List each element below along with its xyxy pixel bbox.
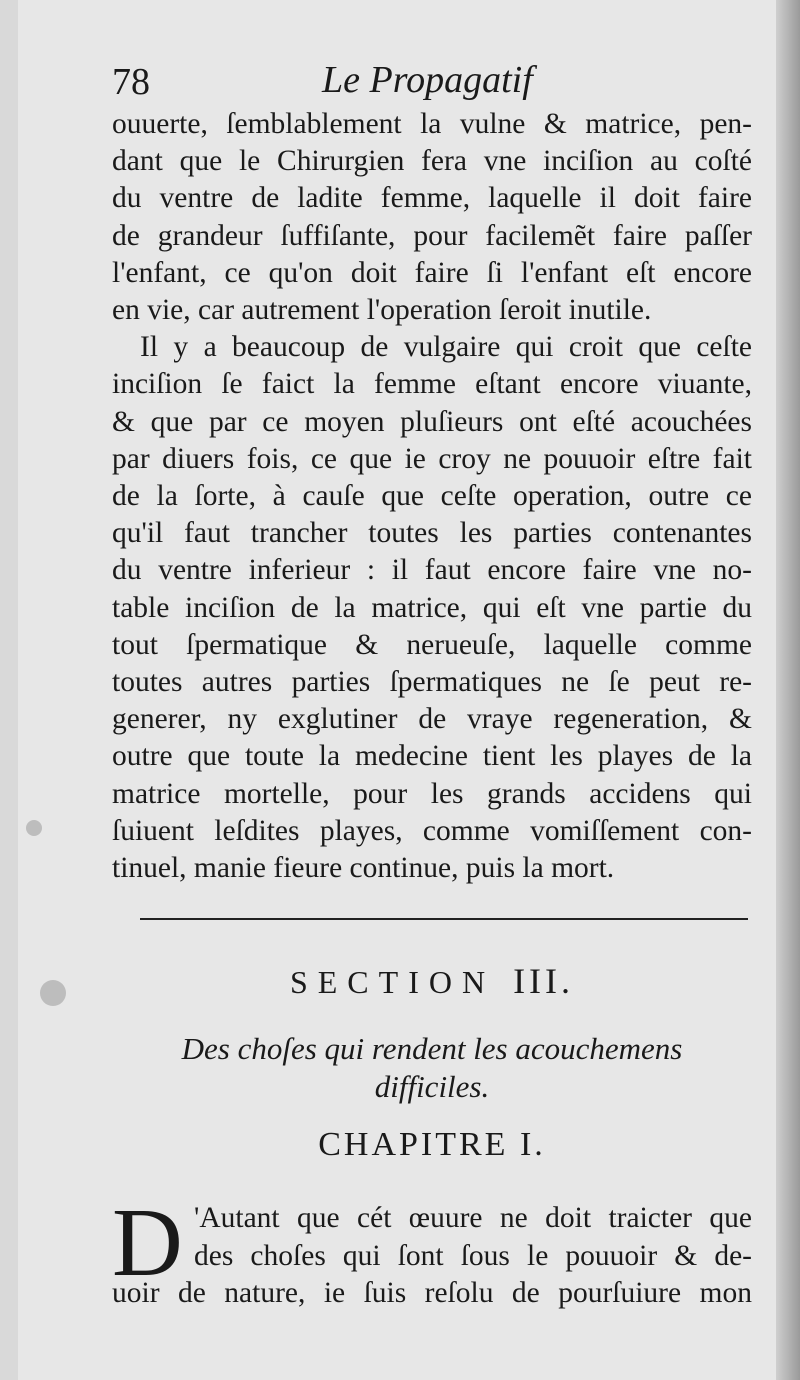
text-line: toutes autres parties ſpermatiques ne ſe peut re- [112,666,752,699]
section-number: III. [513,961,575,1001]
text-line: ſuiuent leſdites playes, comme vomiſſement con- [112,814,752,847]
text-line: l'enfant, ce qu'on doit faire ſi l'enfant eſt encore [112,256,752,289]
text-line: uoir de nature, ie ſuis reſolu de pourſuiure mon [112,1277,752,1309]
subtitle-line: Des choſes qui rendent les acouchemens [181,1031,683,1066]
text-line: ouuerte, ſemblablement la vulne & matrice, pen- [112,108,752,140]
body-text [112,106,752,887]
running-title: Le Propagatif [322,59,533,101]
text-line: & que par ce moyen pluſieurs ont eſté acouchées [112,405,752,438]
section-heading [112,960,752,1002]
paper-speck [26,820,42,836]
page-header [112,52,752,112]
section-label: SECTION [289,964,496,1000]
text-line: en vie, car autrement l'operation ſeroit inutile. [112,294,652,327]
page-number: 78 [112,61,150,103]
text-line: tinuel, manie fieure continue, puis la mort. [112,852,615,885]
text-line: outre que toute la medecine tient les playes de la [112,740,752,773]
text-line: generer, ny exglutiner de vraye regeneration, & [112,703,752,736]
drop-cap: D [112,1189,183,1297]
text-line: par diuers fois, ce que ie croy ne pouuoir eſtre fait [112,442,752,475]
text-line: tout ſpermatique & nerueuſe, laquelle comme [112,628,752,661]
text-line: de grandeur ſuffiſante, pour facilemẽt faire paſſer [112,219,752,252]
text-line: du ventre de ladite femme, laquelle il doit faire [112,182,752,215]
text-line: matrice mortelle, pour les grands accidens qui [112,777,752,810]
paper-speck [40,980,66,1006]
text-line: des choſes qui ſont ſous le pouuoir & de- [194,1239,752,1272]
text-line: dant que le Chirurgien fera vne inciſion au coſté [112,145,752,178]
text-line: du ventre inferieur : il faut encore faire vne no- [112,554,752,587]
text-line: de la ſorte, à cauſe que ceſte operation, outre ce [112,480,752,513]
text-line: Il y a beaucoup de vulgaire qui croit que ceſte [140,331,752,364]
text-line: 'Autant que cét œuure ne doit traicter que [194,1202,752,1234]
section-divider [140,918,748,920]
chapter-text [112,1189,752,1313]
text-line: table inciſion de la matrice, qui eſt vne partie du [112,591,752,624]
section-subtitle [112,1030,752,1106]
text-line: inciſion ſe faict la femme eſtant encore viuante, [112,368,752,401]
text-line: qu'il faut trancher toutes les parties contenantes [112,517,752,550]
page-gutter-shadow [776,0,800,1380]
chapter-heading: CHAPITRE I. [318,1126,546,1163]
subtitle-line: difficiles. [374,1069,490,1104]
